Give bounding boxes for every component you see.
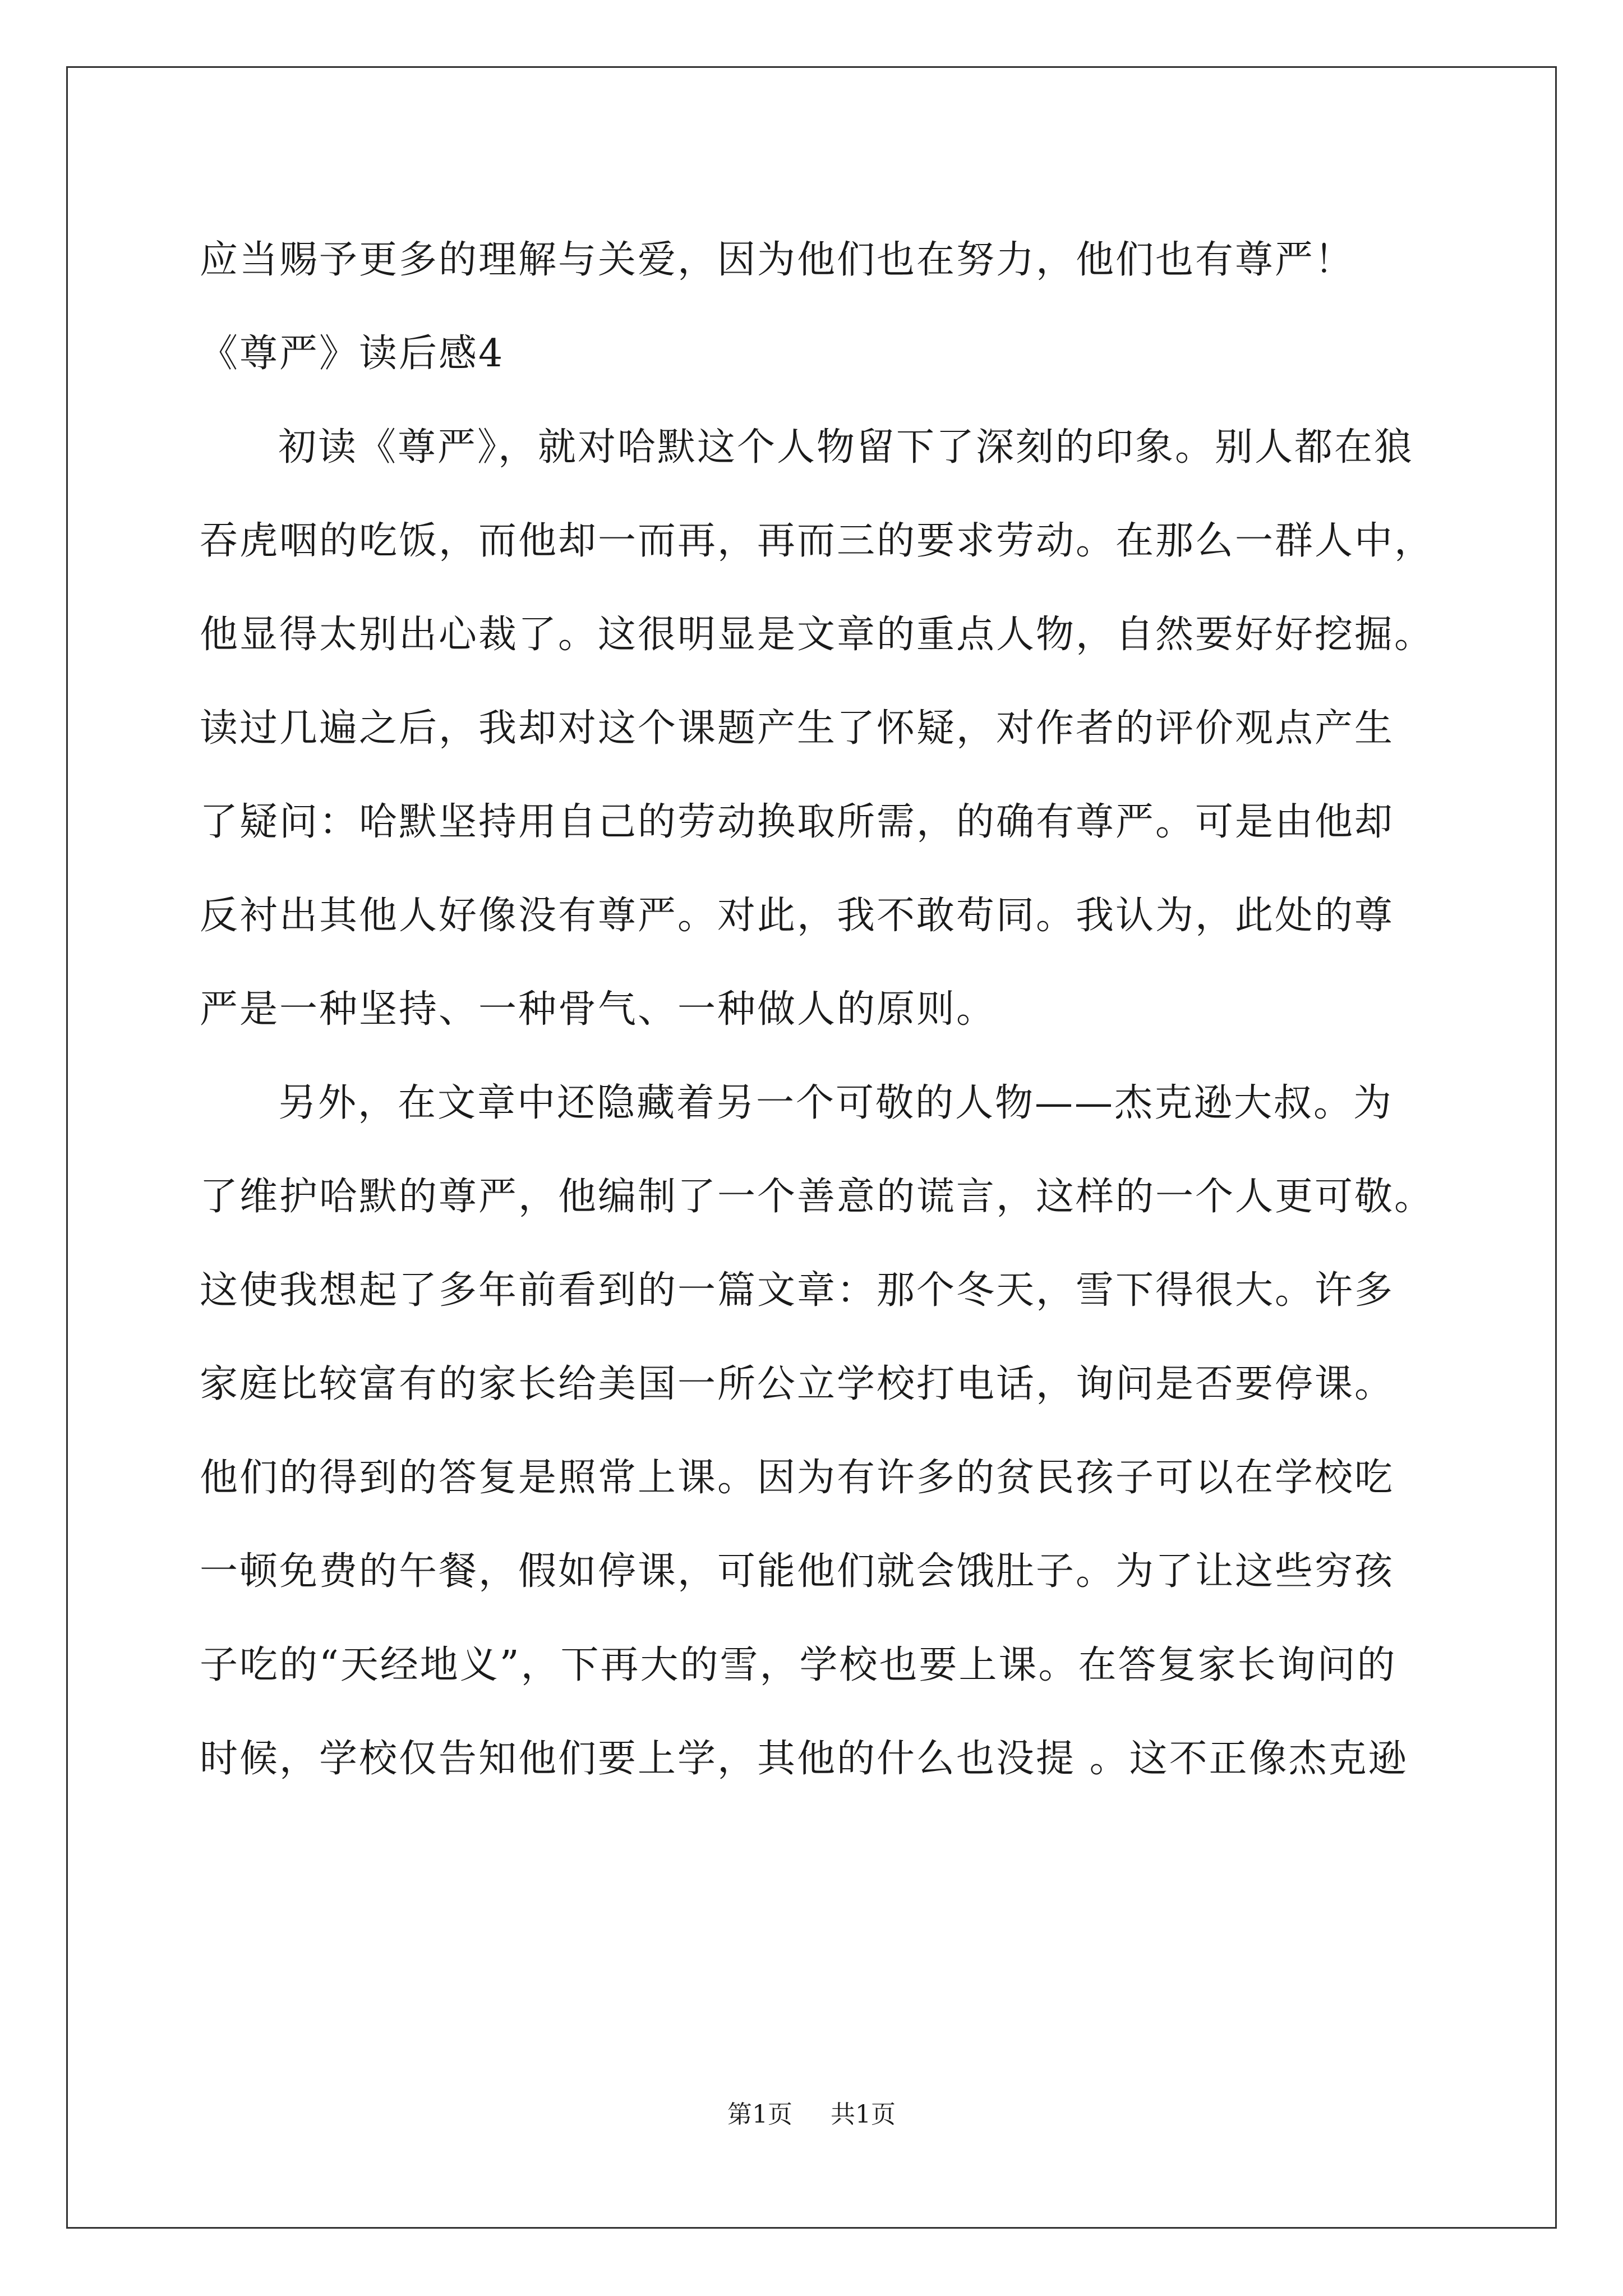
page-number-current: 第1页 [727,2100,792,2129]
text-line: 这使我想起了多年前看到的一篇文章：那个冬天，雪下得很大。许多 [200,1268,1395,1313]
page-number-total: 共1页 [831,2100,896,2129]
text-line: 家庭比较富有的家长给美国一所公立学校打电话，询问是否要停课。 [200,1362,1395,1406]
text-line: 初读《尊严》，就对哈默这个人物留下了深刻的印象。别人都在狼 [278,425,1414,470]
text-line: 时候，学校仅告知他们要上学，其他的什么也没提 。这不正像杰克逊 [200,1737,1408,1781]
section-title: 《尊严》读后感4 [200,332,505,376]
text-line: 应当赐予更多的理解与关爱，因为他们也在努力，他们也有尊严！ [200,238,1355,282]
text-line: 了维护哈默的尊严，他编制了一个善意的谎言，这样的一个人更可敬。 [200,1175,1435,1219]
text-line: 他们的得到的答复是照常上课。因为有许多的贫民孩子可以在学校吃 [200,1456,1395,1500]
text-line: 严是一种坚持、一种骨气、一种做人的原则。 [200,987,997,1032]
text-line: 读过几遍之后，我却对这个课题产生了怀疑，对作者的评价观点产生 [200,706,1395,751]
page-footer [0,2098,1623,2132]
text-line: 另外，在文章中还隐藏着另一个可敬的人物——杰克逊大叔。为 [278,1081,1394,1125]
text-line: 了疑问：哈默坚持用自己的劳动换取所需，的确有尊严。可是由他却 [200,800,1395,844]
document-body [200,213,1433,1806]
text-line: 子吃的“天经地义”，下再大的雪，学校也要上课。在答复家长询问的 [200,1643,1397,1687]
text-line: 反衬出其他人好像没有尊严。对此，我不敢苟同。我认为，此处的尊 [200,894,1395,938]
text-line: 吞虎咽的吃饭，而他却一而再，再而三的要求劳动。在那么一群人中， [200,519,1435,563]
text-line: 他显得太别出心裁了。这很明显是文章的重点人物，自然要好好挖掘。 [200,613,1435,657]
text-line: 一顿免费的午餐，假如停课，可能他们就会饿肚子。为了让这些穷孩 [200,1549,1395,1594]
